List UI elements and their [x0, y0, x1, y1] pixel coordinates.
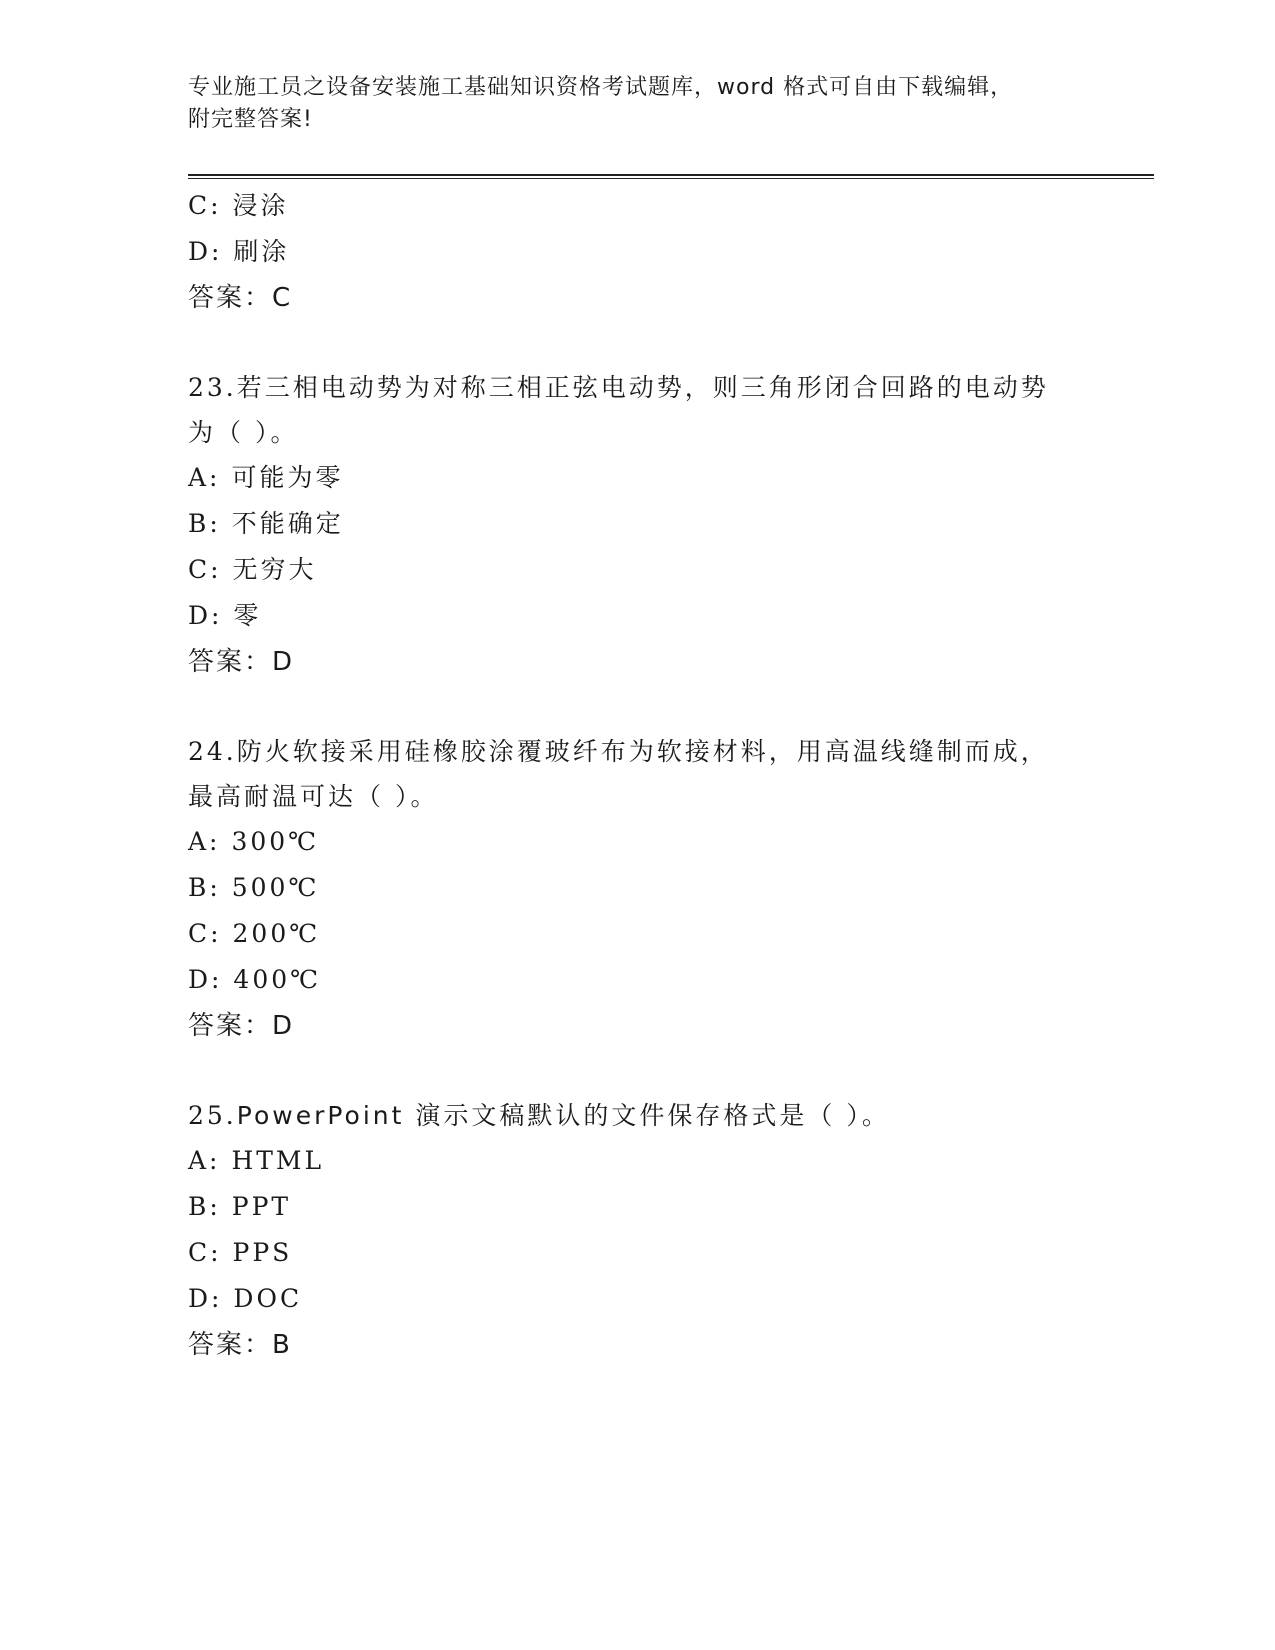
option-text: 400℃: [233, 965, 322, 994]
option-text: 刷涂: [233, 237, 290, 266]
option-text: 浸涂: [232, 191, 289, 220]
option-line: [188, 1184, 1154, 1230]
option-line: [188, 1276, 1154, 1322]
option-letter: C:: [188, 555, 222, 584]
answer-line: 答案：D: [188, 1011, 295, 1041]
header-line-1: 专业施工员之设备安装施工基础知识资格考试题库，word 格式可自由下载编辑，: [188, 75, 1014, 100]
option-line: [188, 501, 1154, 547]
question-25: [188, 1093, 1154, 1368]
option-letter: D:: [188, 601, 223, 630]
option-line: [188, 911, 1154, 957]
question-24: [188, 729, 1154, 1049]
header-line-2: 附完整答案!: [188, 107, 313, 132]
question-text: [188, 729, 1088, 774]
option-text: 500℃: [231, 873, 320, 902]
option-letter: C:: [188, 919, 222, 948]
option-line: [188, 865, 1154, 911]
question-line-2: 为（ ）。: [188, 418, 299, 447]
question-number: 24.: [188, 737, 237, 766]
option-line: [188, 229, 1154, 275]
option-letter: C:: [188, 191, 222, 220]
question-line-1: 若三相电动势为对称三相正弦电动势，则三角形闭合回路的电动势: [236, 373, 1049, 402]
option-letter: C:: [188, 1238, 222, 1267]
option-line: [188, 1230, 1154, 1276]
question-number: 25.: [188, 1101, 237, 1130]
option-letter: D:: [188, 237, 223, 266]
option-text: HTML: [231, 1146, 325, 1175]
option-letter: B:: [188, 873, 221, 902]
option-text: 无穷大: [232, 555, 317, 584]
option-line: [188, 1138, 1154, 1184]
option-text: DOC: [233, 1284, 303, 1313]
option-letter: B:: [188, 509, 221, 538]
option-line: [188, 957, 1154, 1003]
header-divider: [188, 174, 1154, 179]
question-line-2: 最高耐温可达（ ）。: [188, 782, 439, 811]
option-letter: A:: [188, 1146, 221, 1175]
option-line: [188, 593, 1154, 639]
option-line: [188, 183, 1154, 229]
option-text: 300℃: [231, 827, 320, 856]
option-line: [188, 455, 1154, 501]
answer-line: 答案：C: [188, 283, 293, 313]
document-header: [188, 72, 1154, 136]
question-text: [188, 365, 1088, 410]
option-letter: D:: [188, 1284, 223, 1313]
option-text: 零: [233, 601, 262, 630]
question-text: [188, 1093, 1088, 1138]
question-23: [188, 365, 1154, 685]
answer-line: 答案：D: [188, 647, 295, 677]
option-text: 可能为零: [231, 463, 344, 492]
option-letter: B:: [188, 1192, 221, 1221]
option-letter: A:: [188, 463, 221, 492]
question-line-1: PowerPoint 演示文稿默认的文件保存格式是（ ）。: [236, 1101, 890, 1130]
question-line-1: 防火软接采用硅橡胶涂覆玻纤布为软接材料，用高温线缝制而成，: [236, 737, 1049, 766]
option-text: PPS: [232, 1238, 293, 1267]
answer-line: 答案：B: [188, 1330, 292, 1360]
option-text: 不能确定: [231, 509, 344, 538]
option-line: [188, 547, 1154, 593]
option-text: PPT: [231, 1192, 292, 1221]
option-line: [188, 819, 1154, 865]
option-letter: D:: [188, 965, 223, 994]
document-page: [188, 72, 1154, 1368]
previous-question-tail: [188, 183, 1154, 321]
option-text: 200℃: [232, 919, 321, 948]
question-number: 23.: [188, 373, 237, 402]
option-letter: A:: [188, 827, 221, 856]
